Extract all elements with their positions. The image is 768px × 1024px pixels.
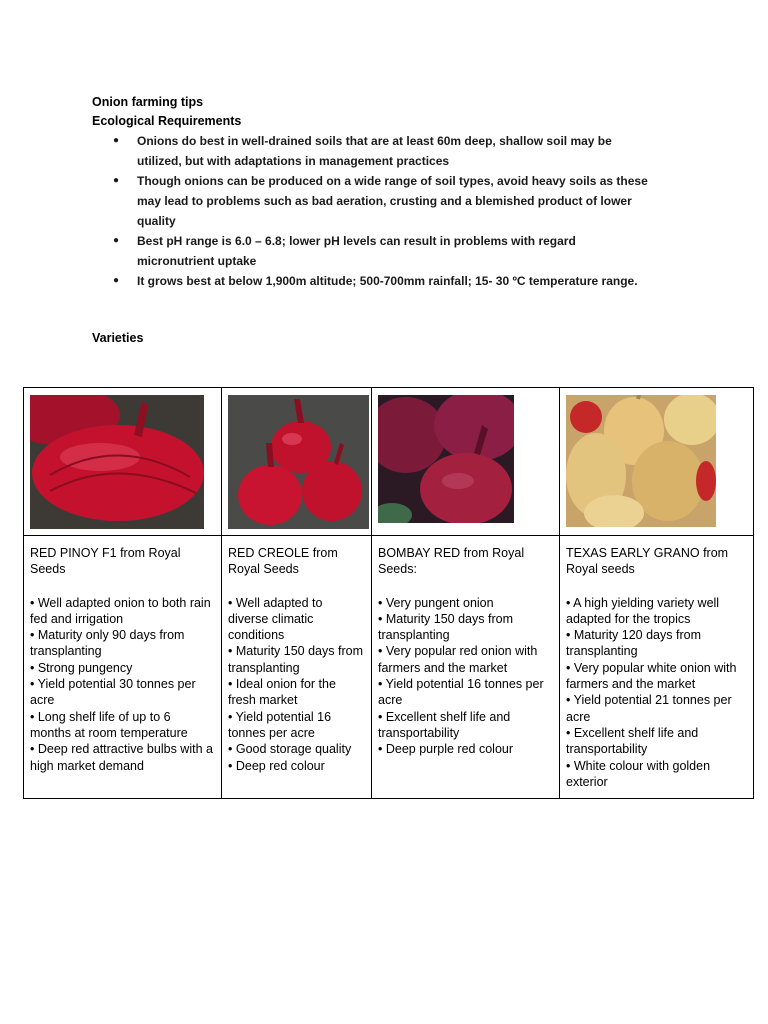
variety-feature: • A high yielding variety well adapted for the tropics [566, 595, 720, 626]
variety-feature: • Very pungent onion [378, 595, 494, 610]
variety-cell-bombay-red [372, 536, 560, 799]
variety-feature: • Very popular white onion with farmers and the market [566, 660, 737, 692]
intro-section [92, 93, 652, 291]
variety-name: RED CREOLE from Royal Seeds [228, 546, 338, 577]
variety-feature: • Yield potential 16 tonnes per acre [378, 677, 544, 708]
variety-name: TEXAS EARLY GRANO from Royal seeds [566, 546, 729, 577]
variety-feature: • Excellent shelf life and transportability [378, 709, 511, 740]
variety-feature: • Yield potential 21 tonnes per acre [566, 693, 732, 724]
variety-name: BOMBAY RED from Royal Seeds: [378, 546, 525, 577]
red-pinoy-onion-image [30, 395, 204, 529]
variety-feature: • Deep purple red colour [378, 742, 514, 757]
red-creole-onion-image [228, 395, 369, 529]
photo-cell [372, 388, 560, 536]
variety-feature: • Maturity 150 days from transplanting [378, 611, 513, 643]
photo-cell [24, 388, 222, 536]
list-item: ● It grows best at below 1,900m altitude; 500-700mm rainfall; 15- 30 ºC temperature range. [92, 271, 652, 291]
variety-feature: • Strong pungency [30, 660, 133, 675]
variety-cell-texas-early-grano [560, 536, 754, 799]
variety-feature: • Deep red attractive bulbs with a high market demand [30, 742, 213, 773]
section-heading-varieties: Varieties [92, 331, 144, 345]
section-heading-ecological-requirements: Ecological Requirements [92, 114, 242, 128]
variety-feature: • Long shelf life of up to 6 months at room temperature [30, 709, 188, 740]
description-row [24, 536, 754, 799]
photo-cell [222, 388, 372, 536]
variety-feature: • Excellent shelf life and transportability [566, 725, 699, 757]
variety-feature: • Maturity 150 days from transplanting [228, 644, 363, 675]
variety-feature: • Well adapted onion to both rain fed and irrigation [30, 595, 211, 626]
document-title: Onion farming tips [92, 95, 204, 109]
list-item: ● Though onions can be produced on a wide range of soil types, avoid heavy soils as these may lead to problems such as bad aeration, crusting and a blemished product of lower quality [92, 171, 652, 231]
texas-early-grano-onion-image [566, 395, 716, 527]
variety-feature: • Good storage quality [228, 742, 352, 757]
variety-feature: • Well adapted to diverse climatic conditions [228, 595, 323, 643]
list-item: ● Onions do best in well-drained soils that are at least 60m deep, shallow soil may be utilized, but with adaptations in management practices [92, 131, 652, 171]
variety-feature: • Maturity only 90 days from transplanting [30, 628, 185, 659]
variety-feature: • Very popular red onion with farmers and the market [378, 644, 538, 675]
variety-feature: • Maturity 120 days from transplanting [566, 628, 701, 659]
variety-feature: • Yield potential 30 tonnes per acre [30, 677, 196, 708]
photo-cell [560, 388, 754, 536]
variety-name: RED PINOY F1 from Royal Seeds [30, 546, 181, 577]
variety-cell-red-creole [222, 536, 372, 799]
photo-row [24, 388, 754, 536]
variety-feature: • White colour with golden exterior [566, 758, 711, 789]
variety-cell-red-pinoy [24, 536, 222, 799]
variety-feature: • Yield potential 16 tonnes per acre [228, 709, 332, 740]
requirements-list [92, 131, 652, 291]
list-item: ● Best pH range is 6.0 – 6.8; lower pH levels can result in problems with regard micronutrient uptake [92, 231, 652, 271]
variety-feature: • Ideal onion for the fresh market [228, 677, 336, 708]
bombay-red-onion-image [378, 395, 514, 523]
varieties-table [23, 387, 754, 799]
variety-feature: • Deep red colour [228, 758, 325, 773]
